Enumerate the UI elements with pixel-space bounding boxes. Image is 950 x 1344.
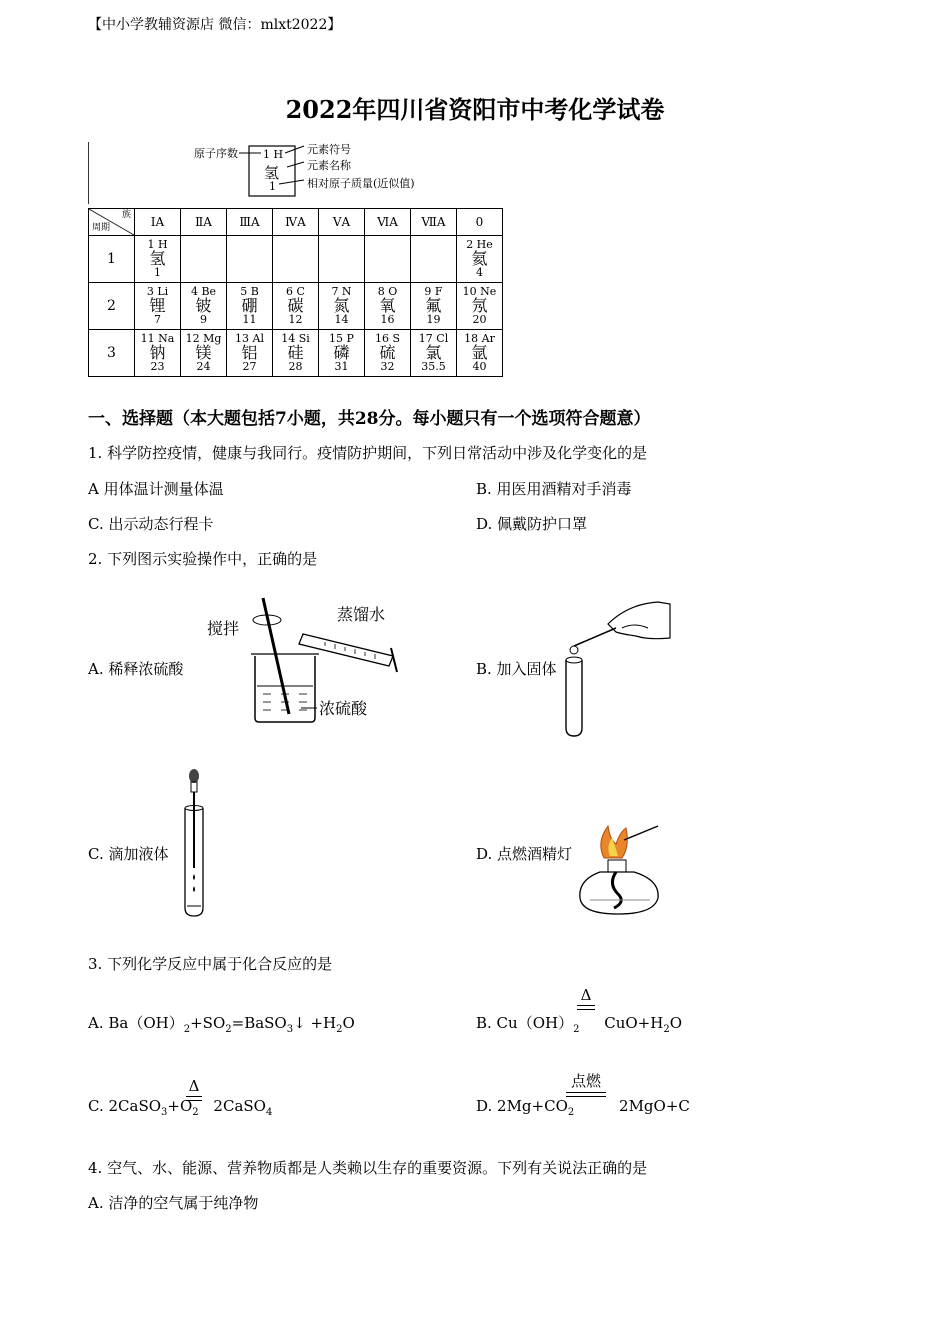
q2-option-d: D. 点燃酒精灯	[476, 845, 573, 863]
legend-sample-symbol: 1 H	[263, 148, 284, 161]
legend-sample-mass: 1	[269, 180, 276, 193]
legend-name-label: 元素名称	[307, 159, 351, 172]
element-cell: 2 He 氦 4	[457, 236, 503, 283]
table-corner: 族 周期	[89, 209, 135, 236]
group-header: ⅡA	[181, 209, 227, 236]
figure-add-solid	[558, 598, 673, 738]
q2-option-b: B. 加入固体	[476, 660, 557, 678]
q1-stem: 1. 科学防控疫情，健康与我同行。疫情防护期间，下列日常活动中涉及化学变化的是	[88, 444, 648, 462]
group-header: ⅢA	[227, 209, 273, 236]
q1-option-b: B. 用医用酒精对手消毒	[476, 480, 632, 498]
period-label: 2	[89, 283, 135, 330]
element-cell: 8 O 氧 16	[365, 283, 411, 330]
q3b-heat-condition: Δ	[577, 986, 595, 1010]
element-cell: 11 Na 钠 23	[135, 330, 181, 377]
element-cell: 13 Al 铝 27	[227, 330, 273, 377]
q4-option-a: A. 洁净的空气属于纯净物	[88, 1194, 259, 1212]
page-title: 2022年四川省资阳市中考化学试卷	[285, 95, 665, 124]
figure-dilute-acid	[205, 596, 410, 728]
q3-option-c: C. $2CaSO_3+O_2$ 2CaSO$_4$	[88, 1097, 273, 1118]
q4-stem: 4. 空气、水、能源、营养物质都是人类赖以生存的重要资源。下列有关说法正确的是	[88, 1159, 648, 1177]
section-heading: 一、选择题（本大题包括7小题，共28分。每小题只有一个选项符合题意）	[88, 409, 651, 429]
period-label: 1	[89, 236, 135, 283]
q3-stem: 3. 下列化学反应中属于化合反应的是	[88, 955, 333, 973]
group-header: ⅤA	[319, 209, 365, 236]
element-cell: 9 F 氟 19	[411, 283, 457, 330]
page-header: 【中小学教辅资源店 微信：mlxt2022】	[88, 17, 342, 33]
q1-option-c: C. 出示动态行程卡	[88, 515, 214, 533]
legend-mass-label: 相对原子质量(近似值)	[307, 177, 415, 190]
q3-option-a: A. $Ba(OH)_2+SO_2=BaSO_3↓ +H_2O$	[88, 1014, 355, 1035]
group-header: ⅦA	[411, 209, 457, 236]
q2-option-a: A. 稀释浓硫酸	[88, 660, 184, 678]
periodic-table	[88, 208, 503, 377]
element-cell: 3 Li 锂 7	[135, 283, 181, 330]
q2-stem: 2. 下列图示实验操作中，正确的是	[88, 550, 318, 568]
q2-option-c: C. 滴加液体	[88, 845, 169, 863]
label-water: 蒸馏水	[337, 605, 386, 624]
element-cell: 17 Cl 氯 35.5	[411, 330, 457, 377]
element-cell: 7 N 氮 14	[319, 283, 365, 330]
element-cell: 16 S 硫 32	[365, 330, 411, 377]
element-legend	[88, 142, 449, 204]
element-cell: 15 P 磷 31	[319, 330, 365, 377]
legend-sample-name: 氢	[264, 164, 280, 182]
group-header: ⅣA	[273, 209, 319, 236]
label-acid: 浓硫酸	[319, 699, 368, 718]
element-cell: 6 C 碳 12	[273, 283, 319, 330]
figure-alcohol-lamp	[578, 818, 663, 918]
element-cell: 4 Be 铍 9	[181, 283, 227, 330]
element-cell: 14 Si 硅 28	[273, 330, 319, 377]
element-cell: 1 H 氢 1	[135, 236, 181, 283]
group-header: ⅥA	[365, 209, 411, 236]
period-label: 3	[89, 330, 135, 377]
q3-option-b: B. $Cu(OH)_2$ $CuO+H_2O$	[476, 1014, 683, 1035]
q3d-ignite-condition: 点燃	[566, 1070, 606, 1097]
q1-option-a: A 用体温计测量体温	[88, 480, 224, 498]
legend-number-label: 原子序数	[194, 147, 238, 160]
group-header: 0	[457, 209, 503, 236]
element-cell: 10 Ne 氖 20	[457, 283, 503, 330]
q3-option-d: D. $2Mg+CO_2$ 2MgO+C	[476, 1097, 690, 1118]
q1-option-d: D. 佩戴防护口罩	[476, 515, 588, 533]
label-stir: 搅拌	[207, 619, 240, 638]
legend-symbol-label: 元素符号	[307, 143, 351, 156]
group-header: ⅠA	[135, 209, 181, 236]
q3c-heat-condition: Δ	[186, 1077, 202, 1101]
element-cell: 12 Mg 镁 24	[181, 330, 227, 377]
figure-dropper	[180, 768, 210, 918]
element-cell: 18 Ar 氩 40	[457, 330, 503, 377]
element-cell: 5 B 硼 11	[227, 283, 273, 330]
